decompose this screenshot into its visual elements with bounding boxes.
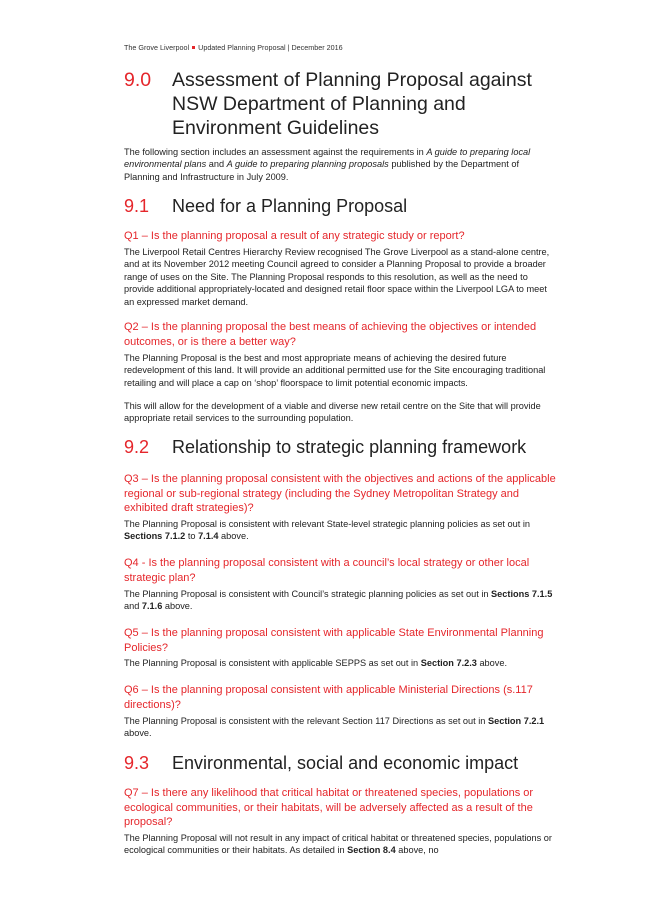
section-9-1-heading — [124, 195, 556, 219]
section-number: 9.2 — [124, 437, 150, 457]
intro-doc-title-1: A guide to preparing local environmental plans — [124, 147, 531, 170]
question-text: Q6 – Is the planning proposal consistent with applicable Ministerial Directions (s.117 directions)? — [124, 684, 533, 711]
section-title: Relationship to strategic planning framework — [172, 437, 527, 457]
intro-doc-title-2: A guide to preparing planning proposals — [226, 159, 389, 170]
question-text: Q7 – Is there any likelihood that critical habitat or threatened species, populations or ecological communities, or their habitats, will be adversely affected as a result of the proposal? — [124, 787, 534, 829]
section-reference: Section 7.2.1 — [487, 716, 545, 726]
answer-text: above. — [218, 531, 249, 542]
question-3 — [124, 472, 556, 516]
answer-text: to — [185, 531, 199, 542]
intro-text: and — [206, 159, 227, 170]
answer-text: The Planning Proposal will not result in any impact of critical habitat or threatened species, populations or ecological communities or their habitats. As detailed in — [124, 833, 552, 856]
answer-5 — [124, 657, 556, 669]
intro-paragraph — [124, 146, 556, 183]
section-number: 9.3 — [124, 753, 150, 773]
answer-1 — [124, 246, 556, 308]
question-2 — [124, 320, 556, 349]
answer-7 — [124, 832, 556, 857]
section-number: 9.1 — [124, 196, 150, 216]
question-text: Q4 - Is the planning proposal consistent with a council’s local strategy or other local strategic plan? — [124, 557, 530, 584]
question-1 — [124, 229, 556, 244]
section-reference: Section 8.4 — [347, 845, 396, 856]
intro-text: The following section includes an assessment against the requirements in — [124, 147, 427, 157]
section-9-2-heading — [124, 436, 556, 460]
separator-dot-icon — [192, 46, 195, 49]
section-reference: Section 7.2.3 — [420, 658, 477, 668]
answer-text: The Planning Proposal is the best and most appropriate means of achieving the desired future redevelopment of this land. It will provide an additional permitted use for the Site encouraging traditional retailing and will place a cap on ‘shop’ floorspace to limit potential economic impacts. — [124, 353, 546, 388]
answer-2 — [124, 352, 556, 389]
section-title: Need for a Planning Proposal — [172, 196, 408, 216]
answer-text: above, no — [395, 845, 439, 856]
answer-text: The Planning Proposal is consistent with Council’s strategic planning policies as set out in — [124, 589, 492, 599]
question-text: Q3 – Is the planning proposal consistent with the objectives and actions of the applicable regional or sub-regional strategy (including the Sydney Metropolitan Strategy and exhibited draft strategies)? — [124, 473, 556, 515]
question-text: Q2 – Is the planning proposal the best means of achieving the objectives or intended outcomes, or is there a better way? — [124, 321, 537, 348]
answer-text: above. — [476, 658, 508, 668]
question-4 — [124, 556, 556, 585]
running-header — [124, 43, 343, 52]
question-7 — [124, 786, 556, 830]
section-reference: Sections 7.1.5 — [491, 589, 553, 599]
answer-4 — [124, 588, 556, 613]
section-reference: 7.1.4 — [198, 531, 219, 542]
section-title: Assessment of Planning Proposal against NSW Department of Planning and Environment Guidelines — [172, 69, 532, 139]
answer-text: The Liverpool Retail Centres Hierarchy Review recognised The Grove Liverpool as a stand-alone centre, and at its November 2012 meeting Council agreed to consider a Planning Proposal to provide a broader range of uses on the Site. The Planning Proposal responds to this resolution, as well as the need to provide additional appropriately-located and designed retail floor space within the Liverpool LGA to meet an expressed market demand. — [124, 247, 550, 307]
section-number: 9.0 — [124, 69, 152, 91]
answer-6 — [124, 715, 556, 740]
question-text: Q5 – Is the planning proposal consistent with applicable State Environmental Planning Policies? — [124, 627, 544, 654]
answer-text: The Planning Proposal is consistent with applicable SEPPS as set out in — [124, 658, 421, 668]
question-5 — [124, 626, 556, 655]
answer-text: This will allow for the development of a viable and diverse new retail centre on the Site that will provide appropriate retail services to the surrounding population. — [124, 401, 541, 424]
answer-text: above. — [124, 728, 152, 739]
answer-text: The Planning Proposal is consistent with relevant State-level strategic planning policies as set out in — [124, 519, 531, 529]
section-title: Environmental, social and economic impact — [172, 753, 519, 773]
header-doc-info: Updated Planning Proposal | December 2016 — [198, 43, 343, 52]
intro-text: published by the Department of Planning and Infrastructure in July 2009. — [124, 159, 520, 182]
answer-text: above. — [162, 601, 193, 612]
header-doc-name: The Grove Liverpool — [124, 43, 190, 52]
answer-text: The Planning Proposal is consistent with the relevant Section 117 Directions as set out in — [124, 716, 488, 726]
question-6 — [124, 683, 556, 712]
answer-2-continued — [124, 400, 556, 425]
section-reference: Sections 7.1.2 — [124, 531, 186, 542]
answer-text: and — [124, 601, 142, 612]
question-text: Q1 – Is the planning proposal a result of any strategic study or report? — [124, 230, 465, 242]
answer-3 — [124, 518, 556, 543]
section-reference: 7.1.6 — [141, 601, 163, 612]
section-9-3-heading — [124, 752, 556, 776]
